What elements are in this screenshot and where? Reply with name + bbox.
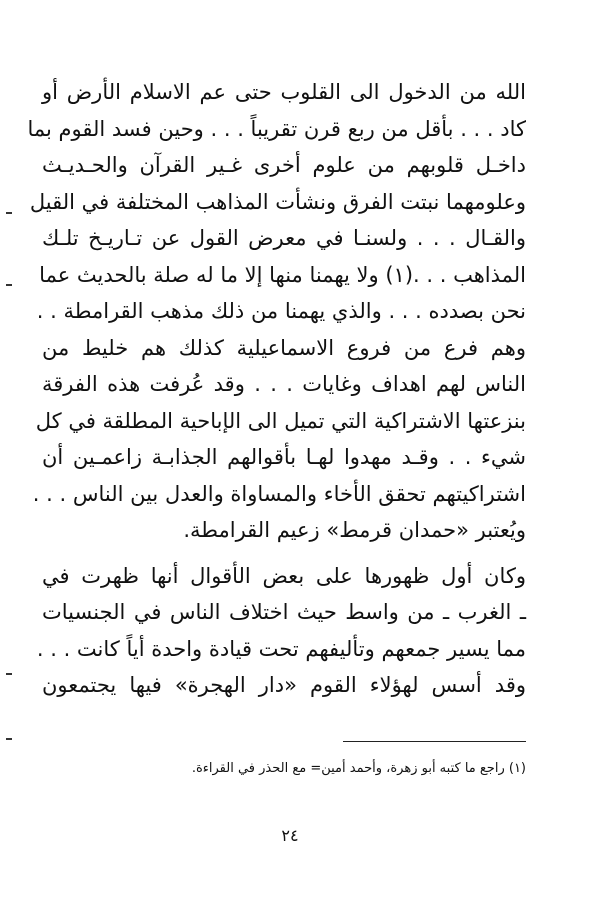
footnote: (١) راجع ما كتبه أبو زهرة، وأحمد أمين= مع الحذر في القراءة. (191, 761, 526, 776)
scan-mark (6, 212, 12, 214)
scan-mark (6, 284, 12, 286)
text-line: داخـل قلوبهم من علوم أخرى غـير القرآن والحـديـث (42, 153, 526, 177)
scan-mark (6, 673, 12, 675)
text-line: مما يسير جمعهم وتأليفهم تحت قيادة واحدة أياً كانت . . . (36, 636, 526, 661)
footnote-separator (343, 741, 526, 742)
text-line: ويُعتبر «حمدان قرمط» زعيم القرامطة. (183, 518, 526, 542)
scan-mark (6, 738, 12, 740)
page-number: ٢٤ (281, 826, 299, 845)
text-line: وهم فرع من فروع الاسماعيلية كذلك هم خليط من (42, 335, 526, 360)
text-line: كاد . . . بأقل من ربع قرن تقريباً . . . وحين فسد القوم بما (27, 116, 526, 141)
text-line: والقـال . . . ولسنـا في معرض القول عن تـاريـخ تلـك (42, 226, 526, 250)
text-line: اشتراكيتهم تحقق الأخاء والمساواة والعدل بين الناس . . . (32, 481, 526, 506)
paragraph-gap (42, 549, 526, 558)
text-line: بنزعتها الاشتراكية التي تميل الى الإباحية المطلقة في كل (35, 408, 526, 433)
text-line: وقد أسس لهؤلاء القوم «دار الهجرة» فيها يجتمعون (42, 673, 526, 697)
text-line: الناس لهم اهداف وغايات . . . وقد عُرفت هذه الفرقة (42, 372, 526, 396)
text-line: شيء . . وقـد مهدوا لهـا بأقوالهم الجذابـة زاعمـين أن (42, 445, 526, 469)
text-line: وعلومهما نبتت الفرق ونشأت المذاهب المختلفة في القيل (29, 189, 526, 214)
text-line: نحن بصدده . . . والذي يهمنا من ذلك مذهب القرامطة . . (36, 299, 526, 323)
text-line: وكان أول ظهورها على بعض الأقوال أنها ظهرت في (42, 563, 526, 588)
text-line: ـ الغرب ـ من واسط حيث اختلاف الناس في الجنسيات (42, 600, 526, 624)
main-text (27, 74, 526, 704)
text-line: المذاهب . . .(١) ولا يهمنا منها إلا ما له صلة بالحديث عما (39, 262, 526, 287)
text-line: الله من الدخول الى القلوب حتى عم الاسلام الأرض أو (42, 80, 526, 104)
